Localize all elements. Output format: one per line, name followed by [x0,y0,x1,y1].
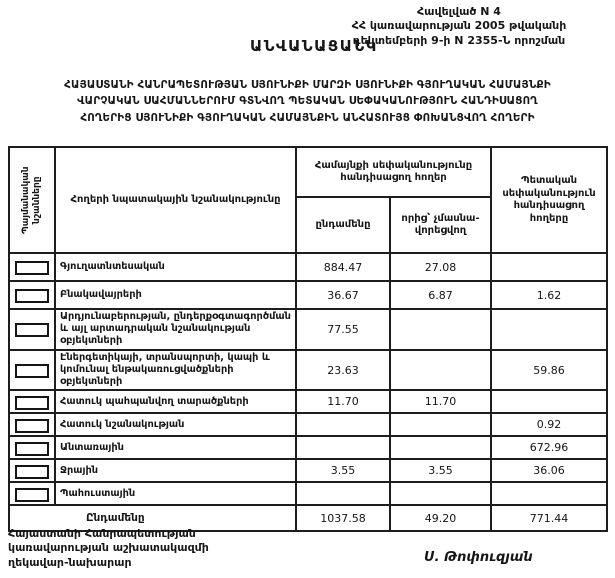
table-row-water [9,459,607,482]
table-row-protected-areas [9,390,607,413]
appendix-line-1: Հավելված N 4 [417,5,501,18]
symbol-cell [9,350,55,391]
column-header-purpose: Հողերի նպատակային նշանակությունը [55,147,296,253]
table-row-residential [9,281,607,309]
appendix-line-3: դեկտեմբերի 9-ի N 2355-Ն որոշման [352,33,566,47]
value-non-privatizable [390,436,491,459]
table-row-special-purpose [9,413,607,436]
legend-box-icon [15,465,49,479]
document-title: ԱՆՎԱՆԱՑԱՆԿ [250,37,378,55]
value-non-privatizable [390,413,491,436]
land-category-label: Էներգետիկայի, տրանսպորտի, կապի և կոմունալ ենթակառուցվածքների օբյեկտների [55,350,296,391]
column-header-total: ընդամենը [296,197,390,253]
subtitle-line-3: ՀՈՂԵՐԻՑ ՍՅՈՒՆԻՔԻ ԳՅՈՒՂԱԿԱՆ ՀԱՄԱՅՆՔԻՆ ԱՆՀԱՏՈՒՅՑ ՓՈԽԱՆՑՎՈՂ ՀՈՂԵՐԻ [80,111,535,124]
value-non-privatizable [390,482,491,505]
symbol-cell [9,309,55,350]
document-subtitle [0,77,615,126]
grand-total-non-privatizable: 49.20 [390,505,491,531]
value-total: 3.55 [296,459,390,482]
value-total: 36.67 [296,281,390,309]
issuer-line-1: Հայաստանի Հանրապետության [8,527,196,540]
value-state [491,309,607,350]
value-state: 59.86 [491,350,607,391]
legend-box-icon [15,442,49,456]
symbol-cell [9,436,55,459]
issuer-block [8,527,209,570]
symbol-cell [9,253,55,281]
legend-box-icon [15,396,49,410]
symbol-cell [9,413,55,436]
land-category-label: Գյուղատնտեսական [55,253,296,281]
grand-total-total: 1037.58 [296,505,390,531]
land-category-label: Պահուստային [55,482,296,505]
value-state [491,482,607,505]
column-header-state-lands: Պետական սեփականություն հանդիսացող հողերը [491,147,607,253]
legend-box-icon [15,261,49,275]
subtitle-line-1: ՀԱՅԱՍՏԱՆԻ ՀԱՆՐԱՊԵՏՈՒԹՅԱՆ ՍՅՈՒՆԻՔԻ ՄԱՐԶԻ ՍՅՈՒՆԻՔԻ ԳՅՈՒՂԱԿԱՆ ՀԱՄԱՅՆՔԻ [64,79,551,91]
value-non-privatizable: 11.70 [390,390,491,413]
subtitle-line-2: ՎԱՐՉԱԿԱՆ ՍԱՀՄԱՆՆԵՐՈՒՄ ԳՏՆՎՈՂ ՊԵՏԱԿԱՆ ՍԵՓԱԿԱՆՈՒԹՅՈՒՆ ՀԱՆԴԻՍԱՑՈՂ [77,95,538,108]
value-non-privatizable: 6.87 [390,281,491,309]
land-category-label: Հատուկ պահպանվող տարածքների [55,390,296,413]
legend-box-icon [15,323,49,337]
symbol-cell [9,281,55,309]
issuer-line-3: ղեկավար-նախարար [8,555,132,569]
table-row-reserve [9,482,607,505]
value-non-privatizable [390,309,491,350]
column-header-symbols [9,147,55,253]
table-row-forest [9,436,607,459]
land-category-label: Ջրային [55,459,296,482]
symbol-cell [9,390,55,413]
legend-box-icon [15,364,49,378]
value-state [491,253,607,281]
signature-name: Ս. Թոփուզյան [424,550,533,565]
value-total [296,436,390,459]
legend-box-icon [15,419,49,433]
value-total: 23.63 [296,350,390,391]
land-category-label: Հատուկ նշանակության [55,413,296,436]
land-category-label: Անտառային [55,436,296,459]
legend-box-icon [15,289,49,303]
symbol-cell [9,482,55,505]
symbols-vertical-label: Պայմանական նշանները [21,166,42,234]
value-total [296,413,390,436]
table-row-agricultural [9,253,607,281]
appendix-line-2: ՀՀ կառավարության 2005 թվականի [351,19,567,33]
value-non-privatizable: 27.08 [390,253,491,281]
value-state: 0.92 [491,413,607,436]
table-row-industrial [9,309,607,350]
land-category-label: Բնակավայրերի [55,281,296,309]
value-total: 11.70 [296,390,390,413]
column-header-community-group: Համայնքի սեփականությունը հանդիսացող հողեր [296,147,491,197]
value-state: 672.96 [491,436,607,459]
value-total [296,482,390,505]
value-state: 36.06 [491,459,607,482]
value-total: 77.55 [296,309,390,350]
value-total: 884.47 [296,253,390,281]
land-category-label: Արդյունաբերության, ընդերքօգտագործման և այլ արտադրական նշանակության օբյեկտների [55,309,296,350]
column-header-non-privatizable: որից՝ չմասնա-վորեցվող [390,197,491,253]
land-allocation-table [8,146,608,532]
issuer-line-2: կառավարության աշխատակազմի [8,541,209,555]
legend-box-icon [15,488,49,502]
grand-total-state: 771.44 [491,505,607,531]
symbol-cell [9,459,55,482]
table-row-infrastructure [9,350,607,391]
value-state [491,390,607,413]
value-non-privatizable: 3.55 [390,459,491,482]
value-state: 1.62 [491,281,607,309]
grand-total-label: Ընդամենը [9,505,296,531]
value-non-privatizable [390,350,491,391]
